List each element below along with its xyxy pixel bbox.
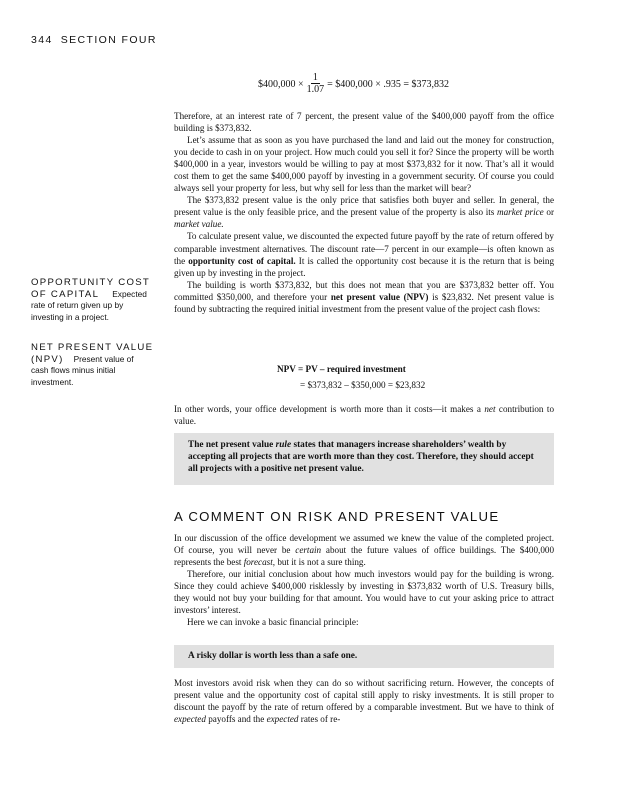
page-number: 344 — [31, 34, 53, 46]
equation-rhs: = $400,000 × .935 = $373,832 — [327, 78, 450, 90]
paragraph: The $373,832 present value is the only price that satisfies both buyer and seller. In general, the present value is the only feasible price, and the present value of the property is also its market price or market value. — [174, 195, 555, 230]
margin-term: NET PRESENT VALUE — [31, 342, 154, 353]
body-text-bottom — [174, 677, 554, 725]
margin-definition: cash flows minus initial investment. — [31, 365, 116, 387]
npv-equation-line1: NPV = PV – required investment — [277, 364, 406, 374]
paragraph: Most investors avoid risk when they can do so without sacrificing return. However, the concepts of present value and the opportunity cost of capital still apply to risky investments. It is still proper to discount the payoff by the rate of return offered by a comparable investment. But we have to think of expected payoffs and the expected rates of re- — [174, 678, 554, 725]
paragraph: In other words, your office development is worth more than it costs—it makes a net contribution to value. — [174, 404, 555, 427]
margin-note-npv: NET PRESENT VALUE (NPV) Present value of cash flows minus initial investment. — [31, 342, 157, 388]
paragraph: The building is worth $373,832, but this does not mean that you are $373,832 better off. You committed $350,000, and therefore your net present value (NPV) is $23,832. Net present value is found by subtracting the required initial investment from the present value of the project cash flows: — [174, 279, 554, 314]
paragraph: In our discussion of the office development we assumed we knew the value of the completed project. Of course, you will never be certain about the future values of office buildings. The $400,000 represents the best forecast, but it is not a sure thing. — [174, 533, 555, 568]
discount-fraction — [307, 72, 325, 96]
body-text-conclusion — [174, 403, 554, 427]
npv-equation-line2: = $373,832 – $350,000 = $23,832 — [300, 380, 426, 390]
npv-rule-box: The net present value rule states that managers increase shareholders’ wealth by accepting all projects that are worth more than they cost. Therefore, they should accept all projects with a positive net present value. — [174, 433, 554, 485]
margin-term: OF CAPITAL — [31, 288, 100, 300]
body-text-risk — [174, 532, 554, 628]
section-label: SECTION FOUR — [60, 34, 157, 46]
paragraph: To calculate present value, we discounted the expected future payoff by the rate of return offered by comparable investment alternatives. The discount rate—7 percent in our example—is often known as the opportunity cost of capital. It is called the opportunity cost because it is the return that is being given up by investing in the project. — [174, 231, 555, 278]
margin-term: (NPV) — [31, 353, 64, 365]
paragraph: Here we can invoke a basic financial principle: — [187, 617, 359, 628]
margin-note-opportunity-cost: OPPORTUNITY COST OF CAPITAL Expected rate of return given up by investing in a project. — [31, 277, 157, 323]
principle-box: A risky dollar is worth less than a safe one. — [174, 645, 554, 668]
pv-equation — [258, 72, 449, 96]
equation-lhs: $400,000 × — [258, 78, 304, 90]
section-heading: A COMMENT ON RISK AND PRESENT VALUE — [174, 509, 500, 524]
margin-term: OPPORTUNITY COST — [31, 277, 151, 288]
paragraph: Let’s assume that as soon as you have purchased the land and laid out the money for construction, you decide to cash in on your project. How much could you sell it for? Since the property will be worth $400,000 in a year, investors would be willing to pay at most $373,832 for it now. That’s all it would cost them to get the same $400,000 payoff by investing in a government security. Of course you could always sell your property for less, but why sell for less than the market will bear? — [174, 135, 554, 194]
paragraph: Therefore, at an interest rate of 7 percent, the present value of the $400,000 payoff from the office building is $373,832. — [174, 111, 554, 134]
fraction-numerator: 1 — [312, 72, 318, 83]
margin-definition: rate of return given up by investing in a project. — [31, 300, 124, 322]
running-header — [31, 34, 165, 46]
paragraph: Therefore, our initial conclusion about how much investors would pay for the building is wrong. Since they could achieve $400,000 risklessly by investing in $373,832 worth of U.S. Treasury bills, they would not buy your building for that amount. You would have to cut your asking price to attract investors’ interest. — [174, 569, 554, 616]
body-text-top — [174, 110, 554, 315]
key-term-opportunity-cost: opportunity cost of capital. — [188, 255, 296, 266]
fraction-denominator: 1.07 — [306, 84, 325, 95]
key-term-npv: net present value (NPV) — [330, 291, 429, 302]
